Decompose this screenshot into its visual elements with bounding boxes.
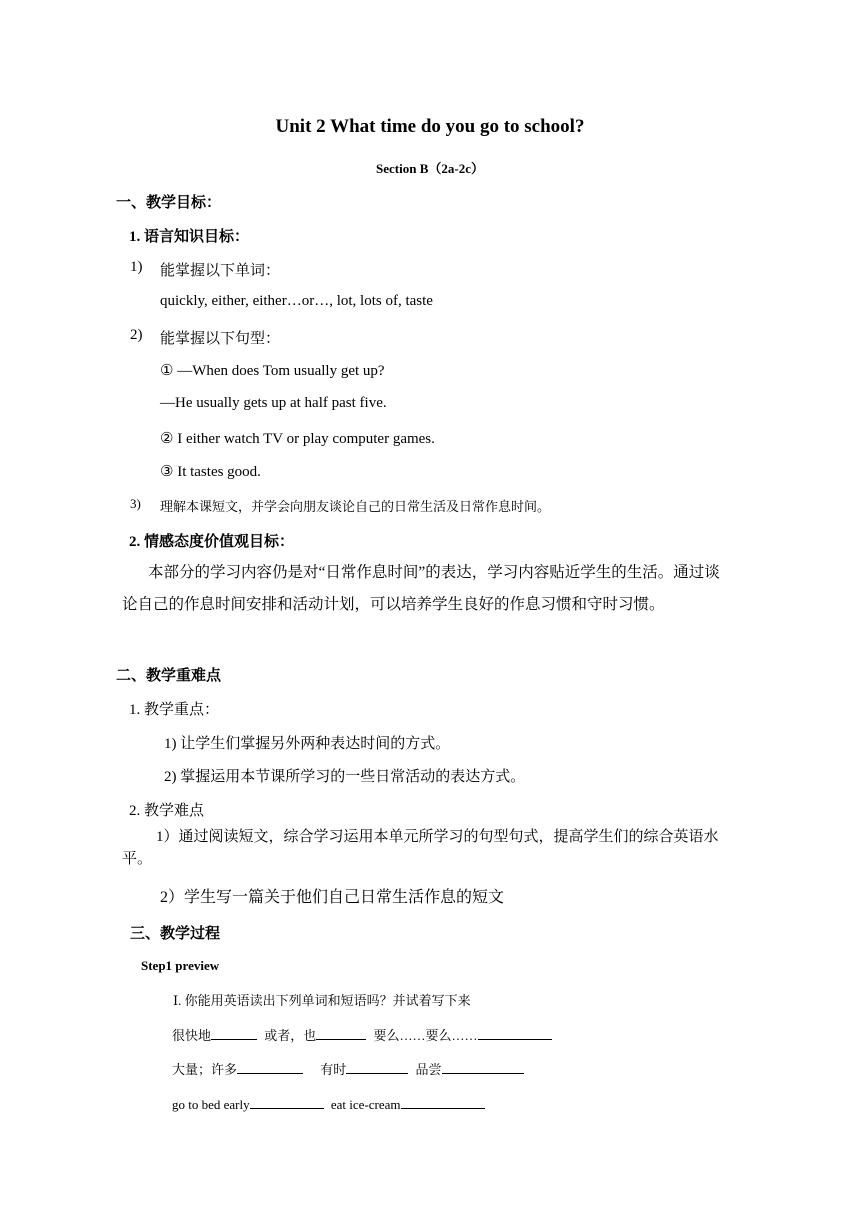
section-heading-process: 三、教学过程: [130, 926, 221, 942]
answer-blank[interactable]: [237, 1059, 303, 1074]
fill-in-row: [172, 1025, 556, 1044]
section-heading-objectives: 一、教学目标：: [116, 195, 222, 211]
key-point-heading: 1. 教学重点：: [129, 702, 220, 718]
term-label: 大量；许多: [172, 1062, 238, 1077]
answer-blank[interactable]: [478, 1025, 552, 1040]
subheading-language-goals: 1. 语言知识目标：: [129, 229, 250, 245]
sentence-pattern: —He usually gets up at half past five.: [160, 395, 387, 411]
section-heading-key-points: 二、教学重难点: [116, 668, 222, 684]
section-subtitle: Section B（2a-2c）: [376, 161, 484, 176]
answer-blank[interactable]: [346, 1059, 408, 1074]
difficulty-heading: 2. 教学难点: [129, 803, 205, 819]
key-point-item: 1) 让学生们掌握另外两种表达时间的方式。: [164, 736, 451, 752]
answer-blank[interactable]: [401, 1094, 485, 1109]
fill-in-row: [172, 1094, 489, 1113]
item-number: 3): [130, 496, 141, 511]
key-point-item: 2) 掌握运用本节课所学习的一些日常活动的表达方式。: [164, 769, 526, 785]
answer-blank[interactable]: [211, 1025, 257, 1040]
answer-blank[interactable]: [316, 1025, 366, 1040]
item-label-understanding: 理解本课短文，并学会向朋友谈论自己的日常生活及日常作息时间。: [160, 499, 551, 514]
term-label: 或者，也: [264, 1028, 317, 1043]
difficulty-item: 2）学生写一篇关于他们自己日常生活作息的短文: [160, 889, 505, 906]
term-label: eat ice-cream: [330, 1097, 401, 1112]
fill-in-row: [172, 1059, 528, 1078]
item-number: 1): [130, 259, 143, 275]
subheading-attitude-goals: 2. 情感态度价值观目标：: [129, 534, 295, 550]
term-label: 品尝: [415, 1062, 442, 1077]
sentence-pattern: ② I either watch TV or play computer games.: [160, 431, 435, 447]
item-number: 2): [130, 327, 143, 343]
vocabulary-list: quickly, either, either…or…, lot, lots of, taste: [160, 293, 433, 309]
item-label-sentences: 能掌握以下句型：: [160, 331, 281, 347]
item-label-words: 能掌握以下单词：: [160, 263, 281, 279]
term-label: go to bed early: [172, 1097, 250, 1112]
step-heading: Step1 preview: [141, 958, 220, 973]
term-label: 有时: [320, 1062, 347, 1077]
sentence-pattern: ③ It tastes good.: [160, 464, 261, 480]
term-label: 要么……要么……: [373, 1028, 478, 1043]
difficulty-item: 1）通过阅读短文，综合学习运用本单元所学习的句型句式，提高学生们的综合英语水平。: [122, 829, 719, 867]
page-title: Unit 2 What time do you go to school?: [275, 116, 585, 137]
exercise-instruction: Ⅰ. 你能用英语读出下列单词和短语吗？并试着写下来: [173, 993, 471, 1008]
answer-blank[interactable]: [442, 1059, 524, 1074]
attitude-paragraph: 本部分的学习内容仍是对“日常作息时间”的表达，学习内容贴近学生的生活。通过谈论自己的作息时间安排和活动计划，可以培养学生良好的作息习惯和守时习惯。: [122, 564, 720, 613]
sentence-pattern: ① —When does Tom usually get up?: [160, 363, 385, 379]
answer-blank[interactable]: [250, 1094, 324, 1109]
term-label: 很快地: [172, 1028, 212, 1043]
